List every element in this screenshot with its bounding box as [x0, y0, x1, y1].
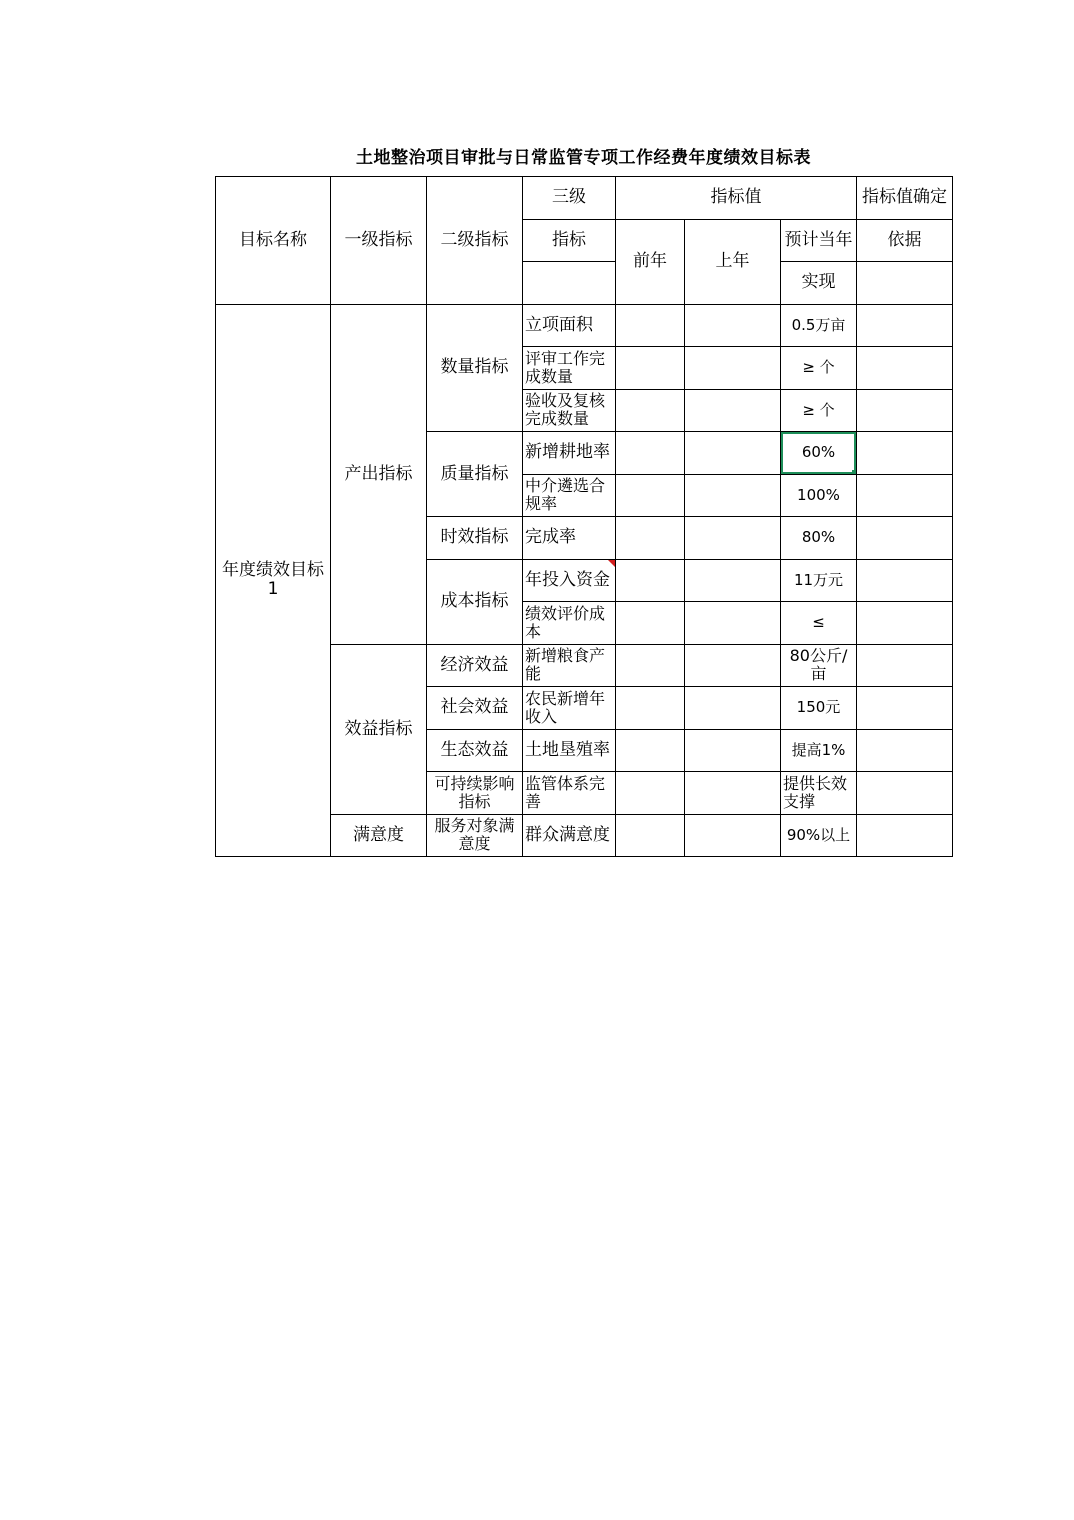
level1-satisfaction-cell[interactable]: 满意度 — [331, 814, 427, 857]
expected-value-cell[interactable]: 0.5万亩 — [781, 304, 857, 347]
fill-handle[interactable] — [852, 470, 857, 475]
expected-value-cell[interactable]: 提供长效支撑 — [781, 772, 857, 815]
indicator-cell[interactable]: 农民新增年收入 — [523, 687, 616, 730]
indicator-cell[interactable]: 群众满意度 — [523, 814, 616, 857]
last-year-cell[interactable] — [685, 729, 781, 772]
header-prev-year[interactable]: 前年 — [616, 219, 685, 304]
last-year-cell[interactable] — [685, 517, 781, 560]
comment-indicator-icon[interactable] — [608, 560, 615, 567]
indicator-cell[interactable]: 绩效评价成本 — [523, 602, 616, 645]
expected-value-cell[interactable]: 100% — [781, 474, 857, 517]
header-level3-mid[interactable]: 指标 — [523, 219, 616, 262]
prev-year-cell[interactable] — [616, 474, 685, 517]
last-year-cell[interactable] — [685, 772, 781, 815]
basis-cell[interactable] — [857, 644, 953, 687]
header-value-group[interactable]: 指标值 — [616, 177, 857, 220]
expected-value-cell[interactable]: 11万元 — [781, 559, 857, 602]
last-year-cell[interactable] — [685, 559, 781, 602]
last-year-cell[interactable] — [685, 644, 781, 687]
level2-service-cell[interactable]: 服务对象满意度 — [427, 814, 523, 857]
indicator-cell[interactable]: 中介遴选合规率 — [523, 474, 616, 517]
indicator-cell[interactable]: 新增耕地率 — [523, 432, 616, 475]
indicator-cell[interactable] — [523, 559, 616, 602]
header-basis-bottom[interactable]: 依据 — [857, 219, 953, 262]
basis-cell[interactable] — [857, 389, 953, 432]
indicator-cell[interactable]: 立项面积 — [523, 304, 616, 347]
target-name-cell[interactable]: 年度绩效目标1 — [216, 304, 331, 857]
basis-cell[interactable] — [857, 432, 953, 475]
expected-value-text: 60% — [801, 443, 836, 462]
expected-value-cell[interactable]: 90%以上 — [781, 814, 857, 857]
indicator-cell[interactable]: 新增粮食产能 — [523, 644, 616, 687]
last-year-cell[interactable] — [685, 814, 781, 857]
expected-value-cell[interactable]: 提高1% — [781, 729, 857, 772]
header-expected-bottom[interactable]: 实现 — [781, 262, 857, 305]
indicator-cell[interactable]: 监管体系完善 — [523, 772, 616, 815]
level2-quality-cell[interactable]: 质量指标 — [427, 432, 523, 517]
prev-year-cell[interactable] — [616, 304, 685, 347]
level2-social-cell[interactable]: 社会效益 — [427, 687, 523, 730]
basis-cell[interactable] — [857, 772, 953, 815]
level2-cost-cell[interactable]: 成本指标 — [427, 559, 523, 644]
basis-cell[interactable] — [857, 559, 953, 602]
header-basis-blank[interactable] — [857, 262, 953, 305]
indicator-cell[interactable]: 验收及复核完成数量 — [523, 389, 616, 432]
header-level2[interactable]: 二级指标 — [427, 177, 523, 305]
header-target-name[interactable]: 目标名称 — [216, 177, 331, 305]
header-level3-blank[interactable] — [523, 262, 616, 305]
expected-value-cell[interactable]: ≤ — [781, 602, 857, 645]
prev-year-cell[interactable] — [616, 772, 685, 815]
level2-quantity-cell[interactable]: 数量指标 — [427, 304, 523, 432]
prev-year-cell[interactable] — [616, 389, 685, 432]
header-basis-top[interactable]: 指标值确定 — [857, 177, 953, 220]
prev-year-cell[interactable] — [616, 559, 685, 602]
table-title: 土地整治项目审批与日常监管专项工作经费年度绩效目标表 — [356, 148, 811, 168]
expected-value-cell-selected[interactable] — [781, 432, 857, 475]
performance-target-table — [215, 176, 953, 857]
last-year-cell[interactable] — [685, 432, 781, 475]
last-year-cell[interactable] — [685, 602, 781, 645]
indicator-cell[interactable]: 土地垦殖率 — [523, 729, 616, 772]
expected-value-cell[interactable]: 80公斤/亩 — [781, 644, 857, 687]
basis-cell[interactable] — [857, 474, 953, 517]
expected-value-cell[interactable]: 150元 — [781, 687, 857, 730]
prev-year-cell[interactable] — [616, 687, 685, 730]
indicator-cell[interactable]: 完成率 — [523, 517, 616, 560]
basis-cell[interactable] — [857, 304, 953, 347]
last-year-cell[interactable] — [685, 687, 781, 730]
level1-benefit-cell[interactable]: 效益指标 — [331, 644, 427, 814]
last-year-cell[interactable] — [685, 347, 781, 390]
prev-year-cell[interactable] — [616, 814, 685, 857]
expected-value-cell[interactable]: 80% — [781, 517, 857, 560]
level2-sustainable-cell[interactable]: 可持续影响指标 — [427, 772, 523, 815]
header-expected-top[interactable]: 预计当年 — [781, 219, 857, 262]
level2-timeliness-cell[interactable]: 时效指标 — [427, 517, 523, 560]
basis-cell[interactable] — [857, 687, 953, 730]
prev-year-cell[interactable] — [616, 347, 685, 390]
indicator-cell[interactable]: 评审工作完成数量 — [523, 347, 616, 390]
basis-cell[interactable] — [857, 814, 953, 857]
header-level3-top[interactable]: 三级 — [523, 177, 616, 220]
expected-value-cell[interactable]: ≥ 个 — [781, 389, 857, 432]
header-last-year[interactable]: 上年 — [685, 219, 781, 304]
prev-year-cell[interactable] — [616, 644, 685, 687]
last-year-cell[interactable] — [685, 474, 781, 517]
basis-cell[interactable] — [857, 347, 953, 390]
indicator-text: 年投入资金 — [525, 569, 610, 590]
prev-year-cell[interactable] — [616, 729, 685, 772]
prev-year-cell[interactable] — [616, 602, 685, 645]
last-year-cell[interactable] — [685, 389, 781, 432]
basis-cell[interactable] — [857, 729, 953, 772]
last-year-cell[interactable] — [685, 304, 781, 347]
level2-economic-cell[interactable]: 经济效益 — [427, 644, 523, 687]
level2-ecological-cell[interactable]: 生态效益 — [427, 729, 523, 772]
header-level1[interactable]: 一级指标 — [331, 177, 427, 305]
basis-cell[interactable] — [857, 517, 953, 560]
prev-year-cell[interactable] — [616, 432, 685, 475]
expected-value-cell[interactable]: ≥ 个 — [781, 347, 857, 390]
prev-year-cell[interactable] — [616, 517, 685, 560]
level1-output-cell[interactable]: 产出指标 — [331, 304, 427, 644]
basis-cell[interactable] — [857, 602, 953, 645]
